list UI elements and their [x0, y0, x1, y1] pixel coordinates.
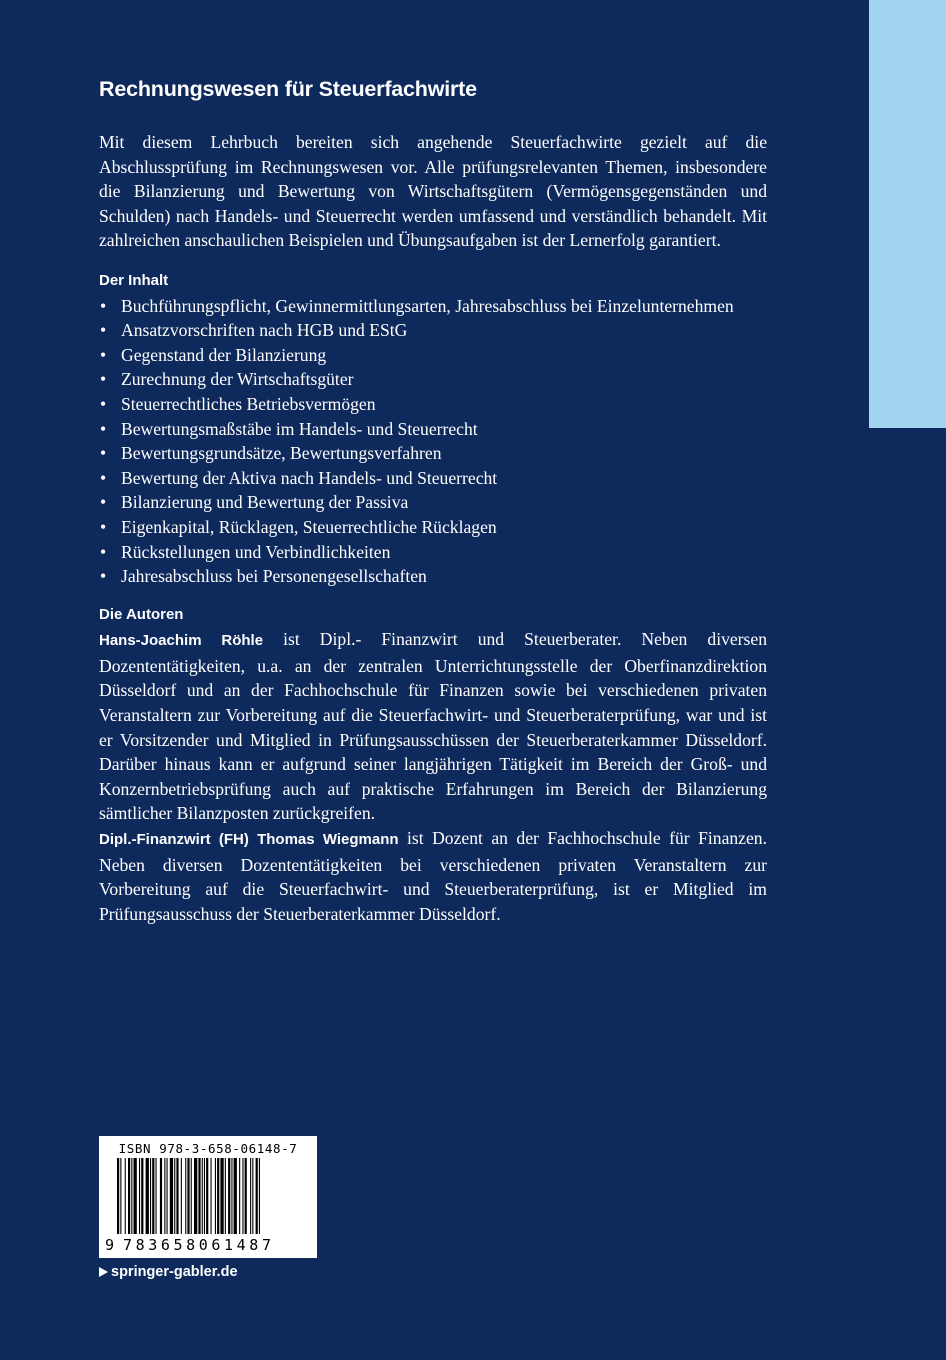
list-item: • Ansatzvorschriften nach HGB und EStG	[99, 318, 767, 343]
author-name: Dipl.-Finanzwirt (FH) Thomas Wiegmann	[99, 831, 399, 849]
list-item: • Zurechnung der Wirtschaftsgüter	[99, 367, 767, 392]
isbn-number: ISBN 978-3-658-06148-7	[118, 1141, 298, 1156]
bullet-icon: •	[100, 467, 107, 488]
author-bio-wiegmann	[99, 826, 767, 926]
back-cover-content	[99, 72, 767, 926]
list-item: • Bewertung der Aktiva nach Handels- und Steuerrecht	[99, 466, 767, 491]
contents-heading: Der Inhalt	[99, 271, 169, 289]
list-item: • Rückstellungen und Verbindlichkeiten	[99, 540, 767, 565]
list-item: • Gegenstand der Bilanzierung	[99, 343, 767, 368]
bullet-icon: •	[100, 443, 107, 464]
author-bio-roehle	[99, 627, 767, 826]
bullet-icon: •	[100, 295, 107, 316]
bullet-icon: •	[100, 393, 107, 414]
book-description: Mit diesem Lehrbuch bereiten sich angehende Steuerfachwirte gezielt auf die Abschlussprüfung im Rechnungswesen vor. Alle prüfungsrelevanten Themen, insbesondere die Bilanzierung und Bewertung von Wirtschaftsgütern (Vermögensgegenständen und Schulden) nach Handels- und Steuerrecht werden umfassend und verständlich behandelt. Mit zahlreichen anschaulichen Beispielen und Übungsaufgaben ist der Lernerfolg garantiert.	[99, 132, 767, 251]
authors-heading: Die Autoren	[99, 605, 184, 623]
bullet-icon: •	[100, 516, 107, 537]
book-title: Rechnungswesen für Steuerfachwirte	[99, 77, 477, 101]
contents-list	[99, 294, 767, 589]
accent-strip	[869, 0, 946, 428]
list-item: • Eigenkapital, Rücklagen, Steuerrechtliche Rücklagen	[99, 515, 767, 540]
list-item: • Steuerrechtliches Betriebsvermögen	[99, 392, 767, 417]
list-item: • Bilanzierung und Bewertung der Passiva	[99, 490, 767, 515]
bullet-icon: •	[100, 344, 107, 365]
bullet-icon: •	[100, 369, 107, 390]
list-item: • Jahresabschluss bei Personengesellschaften	[99, 564, 767, 589]
bullet-icon: •	[100, 418, 107, 439]
bullet-icon: •	[100, 320, 107, 341]
bullet-icon: •	[100, 566, 107, 587]
publisher-link[interactable]	[99, 1264, 238, 1280]
isbn-barcode	[99, 1136, 317, 1258]
list-item: • Bewertungsgrundsätze, Bewertungsverfahren	[99, 441, 767, 466]
bullet-icon: •	[100, 541, 107, 562]
barcode-digits: 9 783658061487	[105, 1236, 275, 1254]
arrow-right-icon	[99, 1267, 108, 1277]
bullet-icon: •	[100, 492, 107, 513]
list-item: • Bewertungsmaßstäbe im Handels- und Steuerrecht	[99, 417, 767, 442]
author-bio-text: ist Dipl.- Finanzwirt und Steuerberater. Neben diversen Dozententätigkeiten, u.a. an der zentralen Unterrichtungsstelle der Oberfinanzdirektion Düsseldorf und an der Fachhochschule für Finanzen sowie bei verschiedenen privaten Veranstaltern zur Vorbereitung auf die Steuerfachwirt- und Steuerberaterprüfung, war und ist er Vorsitzender und Mitglied in Prüfungsausschüssen der Steuerberaterkammer Düsseldorf. Darüber hinaus kann er aufgrund seiner langjährigen Tätigkeit im Bereich der Groß- und Konzernbetriebsprüfung auch auf praktische Erfahrungen im Bereich der Bilanzierung sämtlicher Bilanzposten zurückgreifen.	[99, 629, 767, 824]
list-item: • Buchführungspflicht, Gewinnermittlungsarten, Jahresabschluss bei Einzelunternehmen	[99, 294, 767, 319]
author-name: Hans-Joachim Röhle	[99, 632, 264, 650]
author-bio-text: ist Dozent an der Fachhochschule für Finanzen. Neben diversen Dozententätigkeiten bei verschiedenen privaten Veranstaltern zur Vorbereitung auf die Steuerfachwirt- und Steuerberaterprüfung, ist er Mitglied im Prüfungsausschuss der Steuerberaterkammer Düsseldorf.	[99, 828, 767, 924]
publisher-url: springer-gabler.de	[111, 1264, 238, 1280]
barcode-bars	[117, 1158, 305, 1242]
